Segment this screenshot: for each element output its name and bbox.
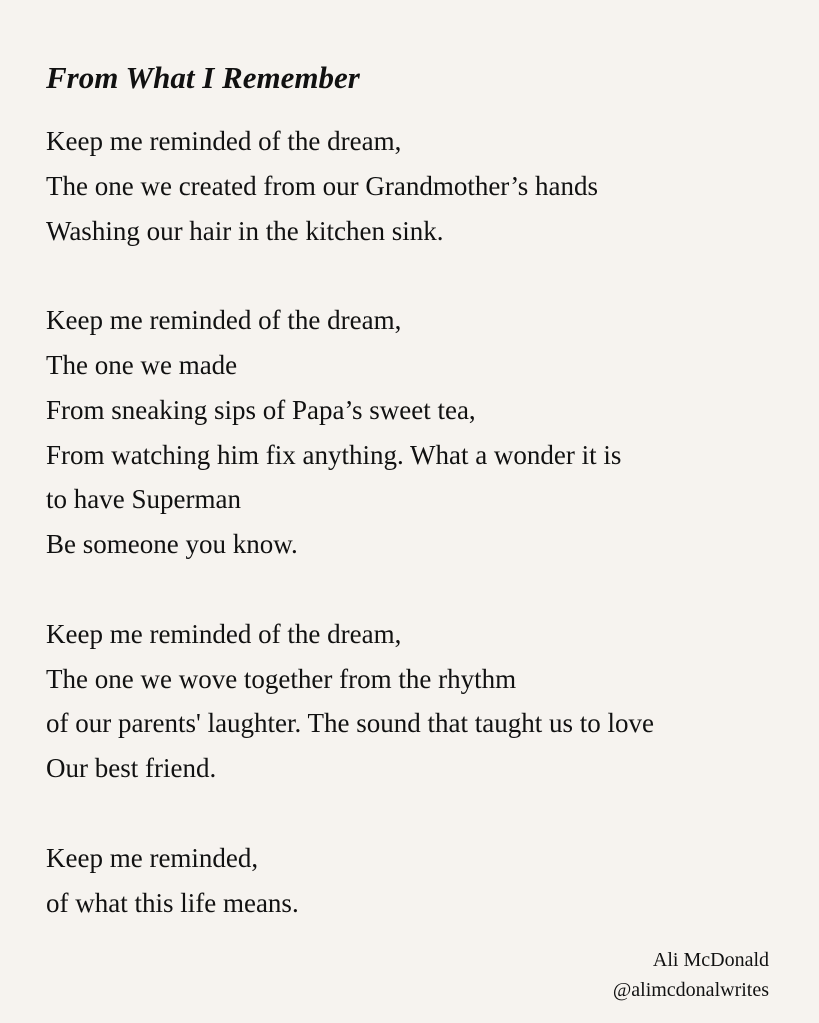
poem-line: The one we wove together from the rhythm <box>46 663 517 694</box>
poem-line: The one we created from our Grandmother’s hands <box>46 170 599 201</box>
poem-line: Keep me reminded, <box>46 842 259 873</box>
poem-line: to have Superman <box>46 484 241 515</box>
byline <box>613 945 769 1005</box>
poem-title: From What I Remember <box>46 60 360 95</box>
poem-line: of our parents' laughter. The sound that taught us to love <box>46 708 655 739</box>
stanza-2 <box>46 298 806 567</box>
stanza-1 <box>46 119 806 253</box>
poem-line: From sneaking sips of Papa’s sweet tea, <box>46 394 476 425</box>
poem-line: Keep me reminded of the dream, <box>46 305 402 336</box>
author-handle: @alimcdonalwrites <box>612 979 769 1001</box>
poem-line: Keep me reminded of the dream, <box>46 126 402 156</box>
poem-line: Our best friend. <box>46 753 217 784</box>
poem-line: Keep me reminded of the dream, <box>46 618 402 649</box>
poem-body <box>46 119 806 925</box>
stanza-4 <box>46 836 806 926</box>
author-name: Ali McDonald <box>652 949 769 971</box>
poem-line: Washing our hair in the kitchen sink. <box>46 215 444 246</box>
poem-line: From watching him fix anything. What a wonder it is <box>46 439 622 470</box>
poem-line: Be someone you know. <box>46 529 298 560</box>
poem-line: of what this life means. <box>46 887 299 918</box>
stanza-3 <box>46 612 806 791</box>
poem-line: The one we made <box>46 349 238 380</box>
